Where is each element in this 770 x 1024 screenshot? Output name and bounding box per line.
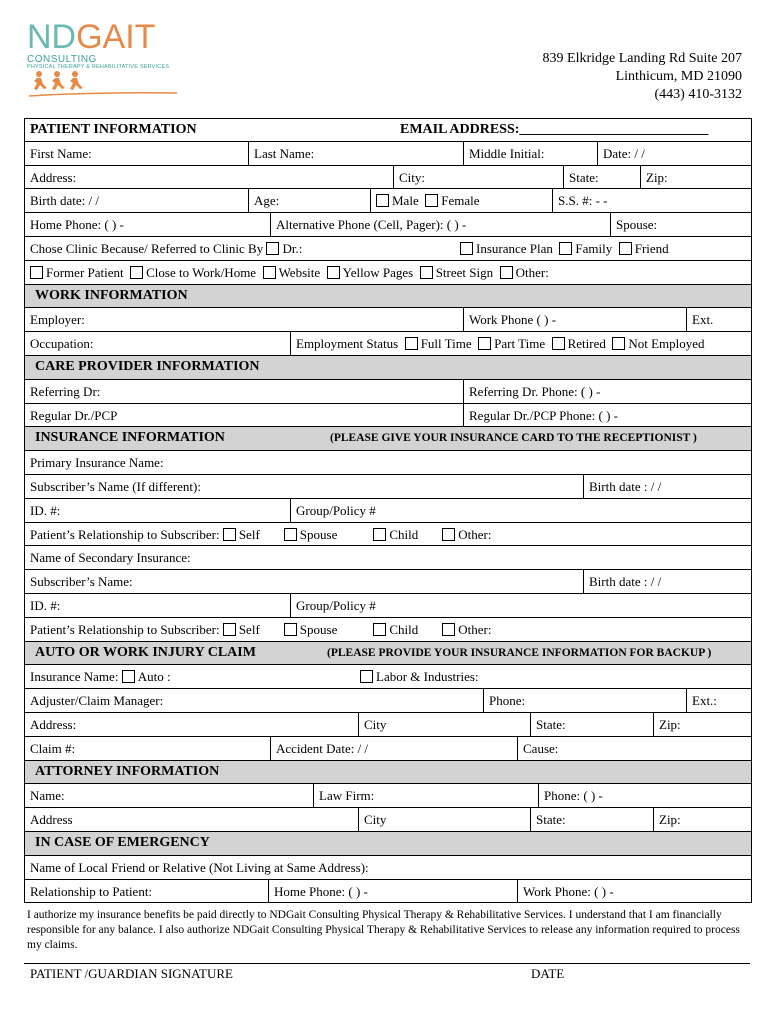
logo-tagline: PHYSICAL THERAPY & REHABILITATIVE SERVICES (27, 64, 170, 70)
relationship-row (25, 523, 751, 547)
ssn-field[interactable]: S.S. #: - - (552, 189, 751, 212)
patient-signature-label: PATIENT /GUARDIAN SIGNATURE (30, 966, 233, 981)
not-employed-checkbox[interactable] (612, 337, 625, 350)
family-label: Family (575, 240, 613, 256)
signature-line (24, 963, 750, 964)
subscriber-birth-field[interactable]: Birth date : / / (583, 475, 751, 498)
attorney-phone-field[interactable]: Phone: ( ) - (538, 784, 751, 807)
relationship2-label: Patient’s Relationship to Subscriber: (30, 621, 220, 637)
pcp-field[interactable]: Regular Dr./PCP (30, 407, 118, 423)
spouse-field[interactable]: Spouse: (610, 213, 751, 236)
friend-label: Friend (634, 240, 669, 256)
cause-field[interactable]: Cause: (517, 737, 751, 760)
auto-zip-field[interactable]: Zip: (653, 713, 751, 736)
auto-note: (PLEASE PROVIDE YOUR INSURANCE INFORMATION FOR BACKUP ) (327, 646, 712, 659)
website-label: Website (278, 264, 321, 280)
email-field[interactable]: EMAIL ADDRESS:___________________________ (400, 122, 709, 137)
subscriber-row (25, 475, 751, 499)
address-line1: 839 Elkridge Landing Rd Suite 207 (542, 51, 742, 66)
address-phone: (443) 410-3132 (654, 87, 742, 102)
spouse2-checkbox[interactable] (284, 623, 297, 636)
female-checkbox[interactable] (425, 194, 438, 207)
former-patient-label: Former Patient (46, 264, 124, 280)
state-field[interactable]: State: (563, 166, 640, 189)
referring-row (25, 380, 751, 404)
clinic-address (543, 50, 742, 104)
signature-date-label: DATE (531, 966, 565, 981)
work-phone-field[interactable]: Work Phone ( ) - (463, 308, 686, 331)
primary-insurance-row (25, 451, 751, 475)
child2-checkbox[interactable] (373, 623, 386, 636)
section-title: AUTO OR WORK INJURY CLAIM (35, 644, 256, 660)
occupation-row (25, 332, 751, 356)
yellow-pages-label: Yellow Pages (342, 264, 414, 280)
group-policy2-field[interactable]: Group/Policy # (290, 594, 751, 617)
relationship2-row (25, 618, 751, 642)
subscriber2-field[interactable]: Subscriber’s Name: (30, 574, 133, 590)
not-employed-label: Not Employed (628, 336, 705, 352)
close-to-work-checkbox[interactable] (130, 266, 143, 279)
occupation-field[interactable]: Occupation: (30, 336, 94, 352)
work-ext-field[interactable]: Ext. (686, 308, 751, 331)
insurance-name-label: Insurance Name: (30, 669, 119, 685)
id2-row (25, 594, 751, 618)
spouse-label: Spouse (299, 526, 338, 542)
address-field[interactable]: Address: (30, 169, 77, 185)
spouse2-label: Spouse (299, 621, 338, 637)
authorization-text: I authorize my insurance benefits be paid directly to NDGait Consulting Physical Therapy & Rehabilitative Services. I understand that I am financially responsible for any balance. I also authorize NDGait Consulting Physical Therapy & Rehabilitative Services to release any information required to process my claims. (27, 909, 740, 951)
referring-dr-field[interactable]: Referring Dr: (30, 383, 101, 399)
adjuster-ext-field[interactable]: Ext.: (686, 689, 751, 712)
friend-checkbox[interactable] (619, 242, 632, 255)
male-checkbox[interactable] (376, 194, 389, 207)
auto-checkbox[interactable] (122, 670, 135, 683)
logo-nd: ND (27, 18, 77, 56)
other-rel-label: Other: (458, 526, 492, 542)
secondary-insurance-row (25, 546, 751, 570)
emergency-home-phone-field[interactable]: Home Phone: ( ) - (268, 880, 517, 903)
zip-field[interactable]: Zip: (640, 166, 751, 189)
last-name-field[interactable]: Last Name: (248, 142, 463, 165)
self2-checkbox[interactable] (223, 623, 236, 636)
referral-label: Chose Clinic Because/ Referred to Clinic By (30, 240, 264, 256)
self2-label: Self (238, 621, 260, 637)
retired-label: Retired (567, 336, 606, 352)
group-policy-field[interactable]: Group/Policy # (290, 499, 751, 522)
reason-row (25, 261, 751, 285)
family-checkbox[interactable] (559, 242, 572, 255)
date-field[interactable]: Date: / / (597, 142, 751, 165)
section-auto-claim (25, 642, 751, 666)
runners-icon (27, 70, 187, 100)
adjuster-phone-field[interactable]: Phone: (483, 689, 686, 712)
part-time-label: Part Time (494, 336, 546, 352)
first-name-field[interactable]: First Name: (30, 145, 92, 161)
part-time-checkbox[interactable] (478, 337, 491, 350)
claim-row (25, 737, 751, 761)
section-insurance (25, 427, 751, 451)
accident-date-field[interactable]: Accident Date: / / (270, 737, 517, 760)
full-time-label: Full Time (420, 336, 472, 352)
local-contact-field[interactable]: Name of Local Friend or Relative (Not Living at Same Address): (30, 859, 369, 875)
former-patient-checkbox[interactable] (30, 266, 43, 279)
male-label: Male (392, 193, 419, 209)
pcp-row (25, 404, 751, 428)
local-contact-row (25, 856, 751, 880)
attorney-name-field[interactable]: Name: (30, 788, 65, 804)
child2-label: Child (389, 621, 419, 637)
law-firm-field[interactable]: Law Firm: (313, 784, 538, 807)
alt-phone-field[interactable]: Alternative Phone (Cell, Pager): ( ) - (270, 213, 610, 236)
emergency-relationship-field[interactable]: Relationship to Patient: (30, 883, 153, 899)
other-rel-checkbox[interactable] (442, 528, 455, 541)
logo-gait: GAIT (76, 18, 156, 56)
id-field[interactable]: ID. #: (30, 502, 61, 518)
adjuster-row (25, 689, 751, 713)
close-to-work-label: Close to Work/Home (146, 264, 257, 280)
full-time-checkbox[interactable] (405, 337, 418, 350)
attorney-address-row (25, 808, 751, 832)
section-emergency (25, 832, 751, 856)
primary-insurance-field[interactable]: Primary Insurance Name: (30, 455, 164, 471)
referring-phone-field[interactable]: Referring Dr. Phone: ( ) - (463, 380, 751, 403)
other-checkbox[interactable] (500, 266, 513, 279)
subscriber2-birth-field[interactable]: Birth date : / / (583, 570, 751, 593)
birth-row (25, 189, 751, 213)
dr-checkbox[interactable] (266, 242, 279, 255)
section-title: INSURANCE INFORMATION (35, 430, 225, 446)
section-title: PATIENT INFORMATION (30, 122, 197, 137)
section-care-provider (25, 356, 751, 380)
intake-form (24, 118, 752, 903)
adjuster-field[interactable]: Adjuster/Claim Manager: (30, 693, 164, 709)
city-field[interactable]: City: (393, 166, 563, 189)
attorney-name-row (25, 784, 751, 808)
section-patient (25, 118, 751, 142)
attorney-address-field[interactable]: Address (30, 812, 73, 828)
emergency-work-phone-field[interactable]: Work Phone: ( ) - (517, 880, 751, 903)
secondary-insurance-field[interactable]: Name of Secondary Insurance: (30, 550, 191, 566)
other-rel2-checkbox[interactable] (442, 623, 455, 636)
child-label: Child (389, 526, 419, 542)
subscriber2-row (25, 570, 751, 594)
address-line2: Linthicum, MD 21090 (615, 69, 742, 84)
relationship-label: Patient’s Relationship to Subscriber: (30, 526, 220, 542)
section-attorney (25, 761, 751, 785)
dr-label: Dr.: (282, 240, 303, 256)
attorney-city-field[interactable]: City (358, 808, 530, 831)
section-title: WORK INFORMATION (35, 287, 188, 303)
labor-label: Labor & Industries: (376, 669, 479, 685)
name-row (25, 142, 751, 166)
street-sign-label: Street Sign (435, 264, 494, 280)
employment-status-label: Employment Status (296, 336, 399, 352)
labor-checkbox[interactable] (360, 670, 373, 683)
referral-row (25, 237, 751, 261)
section-title: ATTORNEY INFORMATION (35, 763, 220, 779)
employer-field[interactable]: Employer: (30, 312, 85, 328)
self-label: Self (238, 526, 260, 542)
female-label: Female (441, 193, 480, 209)
id-row (25, 499, 751, 523)
insurance-plan-label: Insurance Plan (476, 240, 553, 256)
middle-initial-field[interactable]: Middle Initial: (463, 142, 597, 165)
insurance-name-row (25, 665, 751, 689)
auto-address-field[interactable]: Address: (30, 716, 77, 732)
section-work (25, 285, 751, 309)
auto-address-row (25, 713, 751, 737)
company-logo (27, 20, 187, 102)
address-row (25, 166, 751, 190)
auto-label: Auto : (137, 669, 171, 685)
attorney-zip-field[interactable]: Zip: (653, 808, 751, 831)
street-sign-checkbox[interactable] (420, 266, 433, 279)
auto-city-field[interactable]: City (358, 713, 530, 736)
attorney-state-field[interactable]: State: (530, 808, 653, 831)
spouse-checkbox[interactable] (284, 528, 297, 541)
retired-checkbox[interactable] (552, 337, 565, 350)
logo-subtitle: CONSULTING (27, 54, 97, 65)
section-title: CARE PROVIDER INFORMATION (35, 358, 260, 374)
auto-state-field[interactable]: State: (530, 713, 653, 736)
insurance-plan-checkbox[interactable] (460, 242, 473, 255)
employer-row (25, 308, 751, 332)
self-checkbox[interactable] (223, 528, 236, 541)
website-checkbox[interactable] (263, 266, 276, 279)
section-title: IN CASE OF EMERGENCY (35, 834, 210, 850)
subscriber-field[interactable]: Subscriber’s Name (If different): (30, 478, 201, 494)
other-rel2-label: Other: (458, 621, 492, 637)
insurance-note: (PLEASE GIVE YOUR INSURANCE CARD TO THE RECEPTIONIST ) (330, 432, 697, 445)
phone-row (25, 213, 751, 237)
age-field[interactable]: Age: (248, 189, 370, 212)
child-checkbox[interactable] (373, 528, 386, 541)
other-label: Other: (515, 264, 549, 280)
home-phone-field[interactable]: Home Phone: ( ) - (30, 217, 124, 233)
yellow-pages-checkbox[interactable] (327, 266, 340, 279)
birth-date-field[interactable]: Birth date: / / (30, 193, 99, 209)
id2-field[interactable]: ID. #: (30, 597, 61, 613)
emergency-phone-row (25, 880, 751, 904)
pcp-phone-field[interactable]: Regular Dr./PCP Phone: ( ) - (463, 404, 751, 427)
claim-field[interactable]: Claim #: (30, 740, 76, 756)
